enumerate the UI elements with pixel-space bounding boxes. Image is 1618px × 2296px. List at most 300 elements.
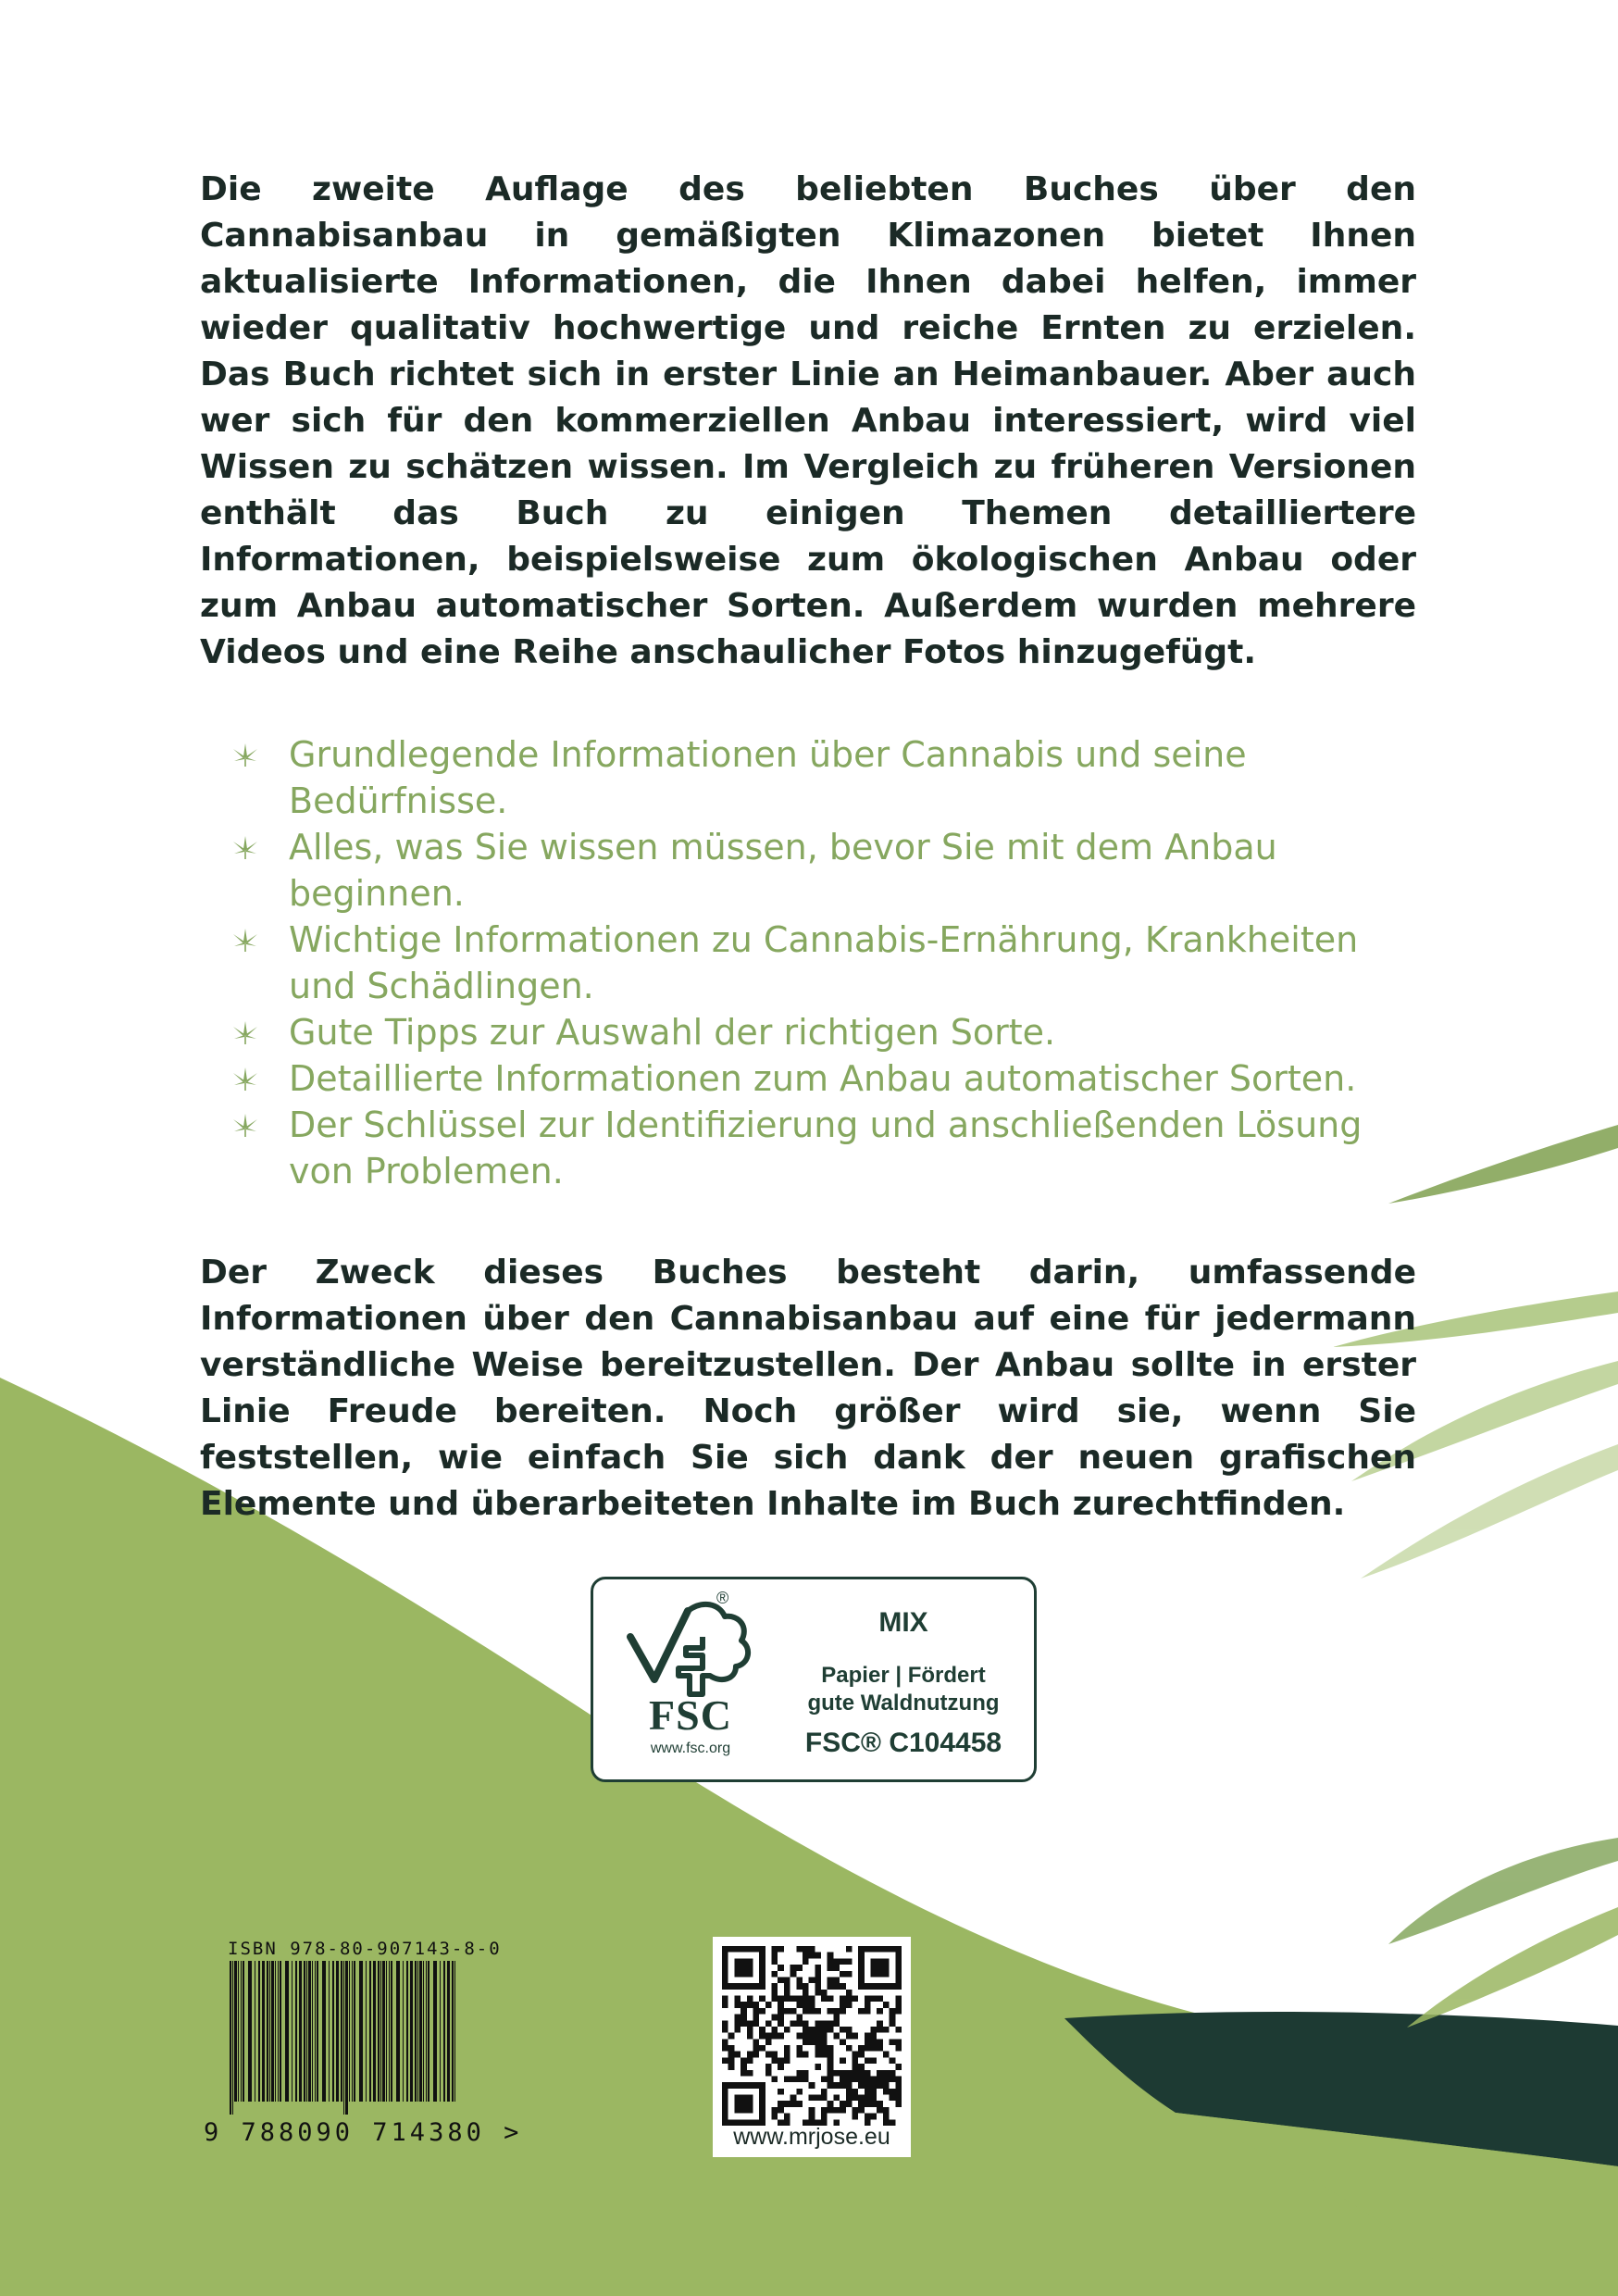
qr-module <box>741 2002 747 2008</box>
barcode-bar <box>386 1961 387 2102</box>
qr-module <box>778 1996 784 2003</box>
qr-module <box>833 1965 840 1971</box>
qr-module <box>809 2039 815 2045</box>
qr-module <box>815 1977 821 1983</box>
qr-module <box>809 2082 815 2089</box>
qr-module <box>728 2052 735 2058</box>
qr-module <box>821 2107 828 2114</box>
qr-module <box>815 2064 821 2070</box>
barcode-bar <box>341 1961 342 2102</box>
qr-module <box>784 1977 790 1983</box>
qr-module <box>796 1946 803 1953</box>
fsc-url: www.fsc.org <box>650 1741 731 1756</box>
qr-module <box>815 2008 821 2015</box>
barcode-bar <box>369 1961 371 2102</box>
qr-module <box>809 2107 815 2114</box>
qr-module <box>747 1996 753 2003</box>
qr-module <box>741 2057 747 2064</box>
qr-module <box>871 2045 877 2052</box>
fsc-label-type: MIX <box>878 1607 928 1638</box>
qr-module <box>890 2089 896 2095</box>
qr-module <box>821 2045 828 2052</box>
barcode-bar <box>317 1961 318 2102</box>
qr-module <box>772 2033 778 2040</box>
qr-module <box>865 2089 871 2095</box>
qr-module <box>803 2008 809 2015</box>
barcode-bar <box>382 1961 385 2102</box>
qr-module <box>865 2082 871 2089</box>
barcode-bar <box>248 1961 252 2102</box>
qr-module <box>840 1996 846 2003</box>
qr-module <box>796 2052 803 2058</box>
qr-module <box>895 2039 902 2045</box>
qr-module <box>772 1958 778 1965</box>
qr-module <box>821 2052 828 2058</box>
list-item-text: Grundlegende Informationen über Cannabis und seine Bedürfnisse. <box>289 734 1247 821</box>
qr-module <box>815 1965 821 1971</box>
qr-module <box>722 2045 728 2052</box>
qr-module <box>895 2082 902 2089</box>
qr-module <box>871 2033 877 2040</box>
qr-module <box>846 2095 853 2102</box>
qr-module <box>840 2070 846 2077</box>
qr-module <box>840 2008 846 2015</box>
qr-module <box>852 2107 858 2114</box>
qr-module <box>883 2107 890 2114</box>
qr-module <box>858 2101 865 2107</box>
qr-module <box>846 2082 853 2089</box>
qr-module <box>877 2076 883 2082</box>
qr-module <box>784 1996 790 2003</box>
barcode-bar <box>417 1961 418 2102</box>
barcode-bar <box>315 1961 316 2102</box>
qr-module <box>765 2033 772 2040</box>
qr-module <box>883 2089 890 2095</box>
qr-module <box>803 2070 809 2077</box>
qr-module <box>790 2076 797 2082</box>
qr-module <box>722 2057 728 2064</box>
qr-module <box>840 2101 846 2107</box>
qr-module <box>871 2095 877 2102</box>
qr-module <box>784 2027 790 2033</box>
qr-module <box>815 1990 821 1996</box>
barcode-bar <box>428 1961 429 2102</box>
qr-module <box>722 2027 728 2033</box>
qr-module <box>821 1996 828 2003</box>
qr-module <box>741 2070 747 2077</box>
barcode-bar <box>278 1961 279 2102</box>
qr-module <box>796 2076 803 2082</box>
qr-module <box>871 2101 877 2107</box>
qr-module <box>772 2114 778 2120</box>
qr-module <box>809 1996 815 2003</box>
qr-module <box>895 2076 902 2082</box>
qr-module <box>846 2101 853 2107</box>
qr-module <box>747 2020 753 2027</box>
qr-module <box>734 2052 741 2058</box>
qr-module <box>852 2064 858 2070</box>
qr-module <box>883 2052 890 2058</box>
qr-module <box>871 2114 877 2120</box>
qr-module <box>796 1983 803 1990</box>
ean-digits: 9 788090 714380 > <box>204 2118 523 2147</box>
qr-module <box>858 2008 865 2015</box>
barcode-bar <box>238 1961 239 2102</box>
qr-module <box>790 2101 797 2107</box>
barcode-bar <box>410 1961 413 2102</box>
cannabis-leaf-icon <box>231 834 259 860</box>
qr-module <box>765 2020 772 2027</box>
qr-module <box>772 1983 778 1990</box>
qr-module <box>784 2076 790 2082</box>
list-item <box>231 1055 1425 1102</box>
qr-module <box>895 1996 902 2003</box>
barcode-bar <box>271 1961 274 2102</box>
qr-module <box>778 1965 784 1971</box>
qr-module <box>865 2033 871 2040</box>
qr-module <box>765 2002 772 2008</box>
qr-module <box>828 2020 834 2027</box>
qr-module <box>803 2002 809 2008</box>
qr-module <box>895 2027 902 2033</box>
barcode-bar <box>406 1961 408 2102</box>
barcode-bar <box>285 1961 289 2102</box>
qr-module <box>778 2057 784 2064</box>
barcode-bar <box>426 1961 427 2102</box>
qr-module <box>871 2076 877 2082</box>
qr-module <box>846 1990 853 1996</box>
qr-module <box>747 2057 753 2064</box>
barcode-bar <box>454 1961 455 2102</box>
qr-module <box>852 2076 858 2082</box>
qr-module <box>828 1977 834 1983</box>
qr-module <box>741 2008 747 2015</box>
qr-module <box>877 2039 883 2045</box>
qr-module <box>790 1971 797 1978</box>
qr-module <box>815 2045 821 2052</box>
qr-module <box>734 2020 741 2027</box>
qr-module <box>809 1977 815 1983</box>
qr-module <box>828 1953 834 1959</box>
qr-module <box>828 2008 834 2015</box>
qr-module <box>821 2095 828 2102</box>
qr-module <box>877 2027 883 2033</box>
qr-module <box>753 2020 759 2027</box>
barcode-bar <box>391 1961 392 2102</box>
barcode-bar <box>373 1961 376 2102</box>
barcode-bar <box>275 1961 276 2102</box>
qr-module <box>790 2020 797 2027</box>
qr-module <box>772 2076 778 2082</box>
qr-module <box>833 1977 840 1983</box>
qr-module <box>895 2002 902 2008</box>
qr-module <box>778 2107 784 2114</box>
qr-module <box>895 2008 902 2015</box>
barcode-bar <box>359 1961 363 2102</box>
qr-module <box>778 2089 784 2095</box>
barcode-bar <box>280 1961 281 2102</box>
qr-module <box>858 2076 865 2082</box>
qr-module <box>784 2008 790 2015</box>
qr-module <box>877 2082 883 2089</box>
qr-module <box>790 2008 797 2015</box>
barcode-bar <box>352 1961 353 2102</box>
qr-module <box>815 2039 821 2045</box>
qr-module <box>828 2076 834 2082</box>
barcode-bar <box>380 1961 381 2102</box>
qr-module <box>815 2020 821 2027</box>
qr-module <box>865 2095 871 2102</box>
qr-module <box>796 2101 803 2107</box>
qr-module <box>753 2002 759 2008</box>
qr-module <box>840 1983 846 1990</box>
qr-module <box>796 2002 803 2008</box>
qr-module <box>890 2015 896 2021</box>
qr-module <box>803 1958 809 1965</box>
cannabis-leaf-icon <box>231 1112 259 1138</box>
qr-module <box>846 2070 853 2077</box>
qr-module <box>741 2064 747 2070</box>
qr-module <box>828 2070 834 2077</box>
qr-module <box>833 2107 840 2114</box>
qr-module <box>747 2033 753 2040</box>
qr-module <box>796 1965 803 1971</box>
qr-module <box>753 2052 759 2058</box>
barcode-bar <box>443 1961 445 2102</box>
website-url[interactable]: www.mrjose.eu <box>733 2124 890 2150</box>
qr-module <box>772 1990 778 1996</box>
qr-module <box>846 1946 853 1953</box>
qr-module <box>877 2070 883 2077</box>
qr-module <box>772 1953 778 1959</box>
barcode-bar <box>243 1961 244 2102</box>
qr-module <box>833 2033 840 2040</box>
qr-code-panel <box>713 1937 911 2157</box>
qr-module <box>753 2045 759 2052</box>
qr-module <box>803 2027 809 2033</box>
qr-module <box>796 2015 803 2021</box>
barcode-bar <box>232 1961 233 2115</box>
qr-module <box>815 2033 821 2040</box>
qr-module <box>765 2039 772 2045</box>
qr-module <box>846 2002 853 2008</box>
qr-module <box>784 1983 790 1990</box>
barcode-bar <box>332 1961 334 2102</box>
qr-module <box>796 2045 803 2052</box>
feature-list <box>231 731 1425 1194</box>
qr-module <box>778 1977 784 1983</box>
barcode-bar <box>447 1961 450 2102</box>
barcode-bar <box>322 1961 326 2102</box>
qr-module <box>821 2089 828 2095</box>
qr-module <box>778 2020 784 2027</box>
qr-module <box>728 2064 735 2070</box>
qr-module <box>852 2033 858 2040</box>
qr-module <box>759 2033 765 2040</box>
qr-module <box>790 1965 797 1971</box>
fsc-description-line-1: Papier | Fördert <box>821 1663 986 1688</box>
barcode-bar <box>262 1961 265 2102</box>
qr-module <box>840 1958 846 1965</box>
barcode-bar <box>440 1961 441 2102</box>
qr-module <box>865 2070 871 2077</box>
qr-module <box>790 2095 797 2102</box>
qr-module <box>846 2089 853 2095</box>
qr-module <box>821 2076 828 2082</box>
qr-module <box>828 2101 834 2107</box>
qr-module <box>871 2057 877 2064</box>
qr-module <box>877 2020 883 2027</box>
qr-module <box>722 2020 728 2027</box>
isbn-number: ISBN 978-80-907143-8-0 <box>228 1939 502 1959</box>
fsc-license-code: FSC® C104458 <box>804 1728 1002 1758</box>
barcode-bar <box>345 1961 348 2115</box>
qr-module <box>784 2101 790 2107</box>
qr-module <box>803 2020 809 2027</box>
qr-module <box>865 2039 871 2045</box>
qr-module <box>890 2076 896 2082</box>
qr-module <box>865 2008 871 2015</box>
qr-module <box>883 2070 890 2077</box>
qr-module <box>784 2057 790 2064</box>
qr-module <box>722 1996 728 2003</box>
list-item-text: Detaillierte Informationen zum Anbau automatischer Sorten. <box>289 1058 1357 1099</box>
qr-finder <box>734 1958 753 1977</box>
qr-module <box>778 2008 784 2015</box>
barcode-bar <box>423 1961 424 2102</box>
qr-module <box>790 1996 797 2003</box>
qr-module <box>747 2052 753 2058</box>
qr-module <box>828 2107 834 2114</box>
qr-finder <box>871 1958 890 1977</box>
qr-module <box>833 1958 840 1965</box>
qr-module <box>858 2064 865 2070</box>
barcode-bar <box>304 1961 305 2102</box>
barcode-bar <box>234 1961 237 2102</box>
barcode-bar <box>452 1961 454 2102</box>
qr-module <box>772 2107 778 2114</box>
qr-module <box>883 2114 890 2120</box>
qr-module <box>784 2045 790 2052</box>
qr-module <box>778 2033 784 2040</box>
barcode-bar <box>329 1961 330 2102</box>
qr-module <box>828 2082 834 2089</box>
qr-module <box>895 2089 902 2095</box>
qr-module <box>809 2033 815 2040</box>
qr-module <box>852 2114 858 2120</box>
qr-module <box>895 2045 902 2052</box>
barcode-bar <box>343 1961 344 2115</box>
barcode-bar <box>336 1961 339 2102</box>
qr-module <box>865 2114 871 2120</box>
qr-module <box>840 2027 846 2033</box>
qr-module <box>890 2039 896 2045</box>
qr-module <box>840 2057 846 2064</box>
qr-module <box>821 2033 828 2040</box>
qr-module <box>828 2064 834 2070</box>
qr-module <box>821 2039 828 2045</box>
qr-module <box>890 2057 896 2064</box>
barcode-bar <box>258 1961 260 2102</box>
qr-module <box>809 1953 815 1959</box>
barcode-bar <box>366 1961 367 2102</box>
list-item-text: Der Schlüssel zur Identifizierung und anschließenden Lösung von Problemen. <box>289 1104 1363 1192</box>
qr-module <box>734 2015 741 2021</box>
qr-module <box>890 2095 896 2102</box>
qr-module <box>803 1990 809 1996</box>
qr-module <box>803 2076 809 2082</box>
cannabis-leaf-icon <box>231 1019 259 1045</box>
qr-module <box>803 1953 809 1959</box>
qr-module <box>858 2045 865 2052</box>
qr-module <box>858 2095 865 2102</box>
qr-module <box>759 2027 765 2033</box>
qr-module <box>840 2002 846 2008</box>
barcode-bar <box>299 1961 302 2102</box>
qr-module <box>865 2045 871 2052</box>
qr-module <box>815 2052 821 2058</box>
qr-module <box>747 2027 753 2033</box>
barcode-bar <box>403 1961 404 2102</box>
qr-module <box>772 2015 778 2021</box>
barcode-bar <box>396 1961 400 2102</box>
qr-module <box>747 2070 753 2077</box>
qr-module <box>778 2101 784 2107</box>
qr-module <box>890 2008 896 2015</box>
outro-paragraph: Der Zweck dieses Buches besteht darin, umfassende Informationen über den Cannabisanbau auf eine für jedermann verständliche Weise bereitzustellen. Der Anbau sollte in erster Linie Freude bereiten. Noch größer wird sie, wenn Sie feststellen, wie einfach Sie sich dank der neuen grafischen Elemente und überarbeiteten Inhalte im Buch zurechtfinden. <box>200 1254 1416 1523</box>
qr-module <box>846 2027 853 2033</box>
qr-module <box>803 2039 809 2045</box>
list-item <box>231 917 1425 1009</box>
qr-module <box>753 2015 759 2021</box>
qr-code[interactable] <box>722 1946 902 2126</box>
qr-module <box>833 2008 840 2015</box>
qr-module <box>828 2052 834 2058</box>
qr-module <box>821 2027 828 2033</box>
qr-module <box>871 2082 877 2089</box>
qr-module <box>877 2008 883 2015</box>
qr-module <box>728 2057 735 2064</box>
qr-module <box>722 2002 728 2008</box>
qr-module <box>871 2089 877 2095</box>
qr-module <box>796 2089 803 2095</box>
qr-module <box>803 1946 809 1953</box>
cannabis-leaf-icon <box>231 1066 259 1092</box>
barcode-bar <box>415 1961 417 2102</box>
qr-module <box>828 2045 834 2052</box>
qr-module <box>803 2052 809 2058</box>
qr-module <box>833 2095 840 2102</box>
qr-module <box>759 1996 765 2003</box>
qr-module <box>809 2008 815 2015</box>
fsc-certification-label <box>591 1577 1037 1782</box>
qr-module <box>865 2057 871 2064</box>
qr-module <box>821 2114 828 2120</box>
barcode-bar <box>306 1961 307 2102</box>
qr-module <box>883 2027 890 2033</box>
qr-module <box>728 2033 735 2040</box>
qr-module <box>796 1996 803 2003</box>
fsc-description-line-2: gute Waldnutzung <box>807 1691 1000 1716</box>
qr-module <box>815 1983 821 1990</box>
qr-module <box>741 2020 747 2027</box>
qr-module <box>772 1996 778 2003</box>
list-item-text: Alles, was Sie wissen müssen, bevor Sie mit dem Anbau beginnen. <box>289 827 1277 914</box>
qr-module <box>821 1990 828 1996</box>
qr-module <box>828 1983 834 1990</box>
list-item <box>231 731 1425 824</box>
qr-module <box>828 2027 834 2033</box>
